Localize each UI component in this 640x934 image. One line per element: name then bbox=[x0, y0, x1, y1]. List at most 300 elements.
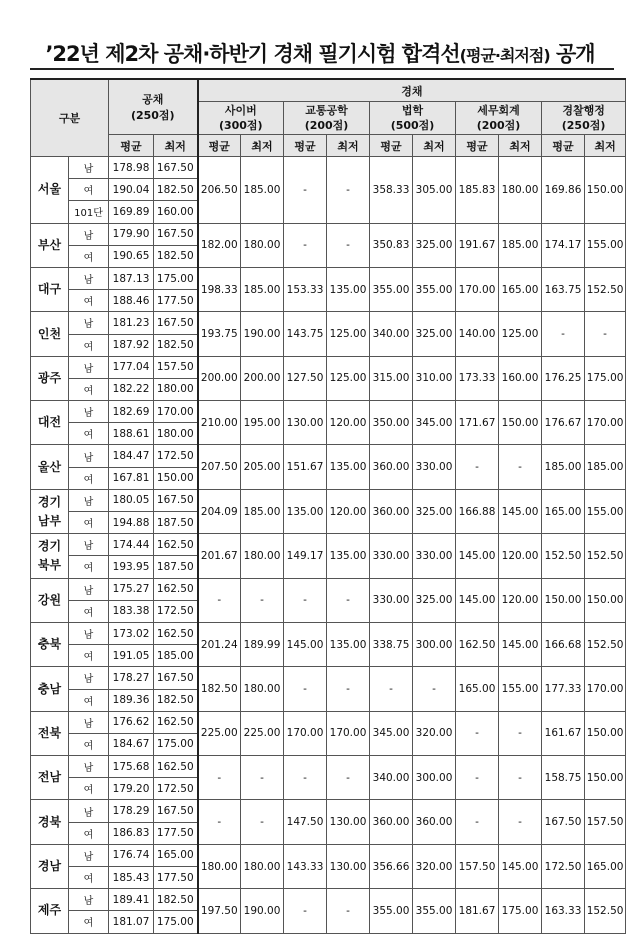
gongchae-avg-cell: 189.36 bbox=[109, 689, 154, 711]
title-underline bbox=[30, 68, 614, 70]
gyeongchae-min-cell: 320.00 bbox=[413, 711, 456, 755]
header-field-name: 교통공학 bbox=[305, 104, 348, 117]
gyeongchae-avg-cell: 198.33 bbox=[198, 267, 241, 311]
gyeongchae-avg-cell: 176.67 bbox=[542, 401, 585, 445]
header-avg: 평균 bbox=[456, 135, 499, 157]
gyeongchae-avg-cell: 157.50 bbox=[456, 844, 499, 888]
gyeongchae-avg-cell: 350.83 bbox=[370, 223, 413, 267]
gyeongchae-min-cell: 180.00 bbox=[241, 223, 284, 267]
gongchae-min-cell: 182.50 bbox=[154, 689, 198, 711]
gongchae-min-cell: 175.00 bbox=[154, 911, 198, 933]
gyeongchae-min-cell: 135.00 bbox=[327, 445, 370, 489]
gyeongchae-min-cell: 150.00 bbox=[585, 756, 626, 800]
gyeongchae-min-cell: 150.00 bbox=[585, 157, 626, 224]
gender-cell: 여 bbox=[69, 423, 109, 445]
gyeongchae-min-cell: 300.00 bbox=[413, 756, 456, 800]
gyeongchae-min-cell: 170.00 bbox=[585, 667, 626, 711]
gyeongchae-min-cell: 325.00 bbox=[413, 312, 456, 356]
gyeongchae-avg-cell: 197.50 bbox=[198, 889, 241, 933]
gongchae-avg-cell: 175.68 bbox=[109, 756, 154, 778]
gyeongchae-avg-cell: - bbox=[456, 711, 499, 755]
region-cell bbox=[31, 312, 69, 356]
gyeongchae-min-cell: 325.00 bbox=[413, 578, 456, 622]
table-row bbox=[31, 667, 626, 689]
region-label: 부산 bbox=[37, 237, 62, 252]
gongchae-min-cell: 180.00 bbox=[154, 378, 198, 400]
gyeongchae-min-cell: 185.00 bbox=[499, 223, 542, 267]
gyeongchae-min-cell: 170.00 bbox=[327, 711, 370, 755]
gyeongchae-min-cell: 165.00 bbox=[585, 844, 626, 888]
gyeongchae-avg-cell: 330.00 bbox=[370, 578, 413, 622]
gyeongchae-avg-cell: 191.67 bbox=[456, 223, 499, 267]
gender-cell: 여 bbox=[69, 512, 109, 534]
gyeongchae-avg-cell: - bbox=[198, 578, 241, 622]
region-cell bbox=[31, 356, 69, 400]
gyeongchae-min-cell: 170.00 bbox=[585, 401, 626, 445]
gyeongchae-min-cell: 180.00 bbox=[241, 844, 284, 888]
gyeongchae-min-cell: 300.00 bbox=[413, 622, 456, 666]
gongchae-avg-cell: 186.83 bbox=[109, 822, 154, 844]
gongchae-avg-cell: 179.90 bbox=[109, 223, 154, 245]
gongchae-min-cell: 170.00 bbox=[154, 401, 198, 423]
gyeongchae-min-cell: - bbox=[241, 756, 284, 800]
gyeongchae-min-cell: 157.50 bbox=[585, 800, 626, 844]
gyeongchae-min-cell: - bbox=[585, 312, 626, 356]
gender-cell: 여 bbox=[69, 911, 109, 933]
gyeongchae-avg-cell: 340.00 bbox=[370, 312, 413, 356]
gyeongchae-min-cell: 155.00 bbox=[585, 223, 626, 267]
gender-cell: 남 bbox=[69, 711, 109, 733]
gender-cell: 여 bbox=[69, 556, 109, 578]
gender-cell: 여 bbox=[69, 290, 109, 312]
gongchae-min-cell: 167.50 bbox=[154, 667, 198, 689]
gyeongchae-avg-cell: - bbox=[284, 578, 327, 622]
region-label: 전남 bbox=[37, 770, 62, 785]
gender-cell: 여 bbox=[69, 334, 109, 356]
gyeongchae-min-cell: 185.00 bbox=[241, 157, 284, 224]
gongchae-avg-cell: 191.05 bbox=[109, 645, 154, 667]
gyeongchae-avg-cell: - bbox=[370, 667, 413, 711]
gyeongchae-avg-cell: - bbox=[198, 756, 241, 800]
header-gongchae-label: 공채 bbox=[142, 93, 164, 106]
gyeongchae-min-cell: 165.00 bbox=[499, 267, 542, 311]
gyeongchae-min-cell: 330.00 bbox=[413, 534, 456, 578]
gyeongchae-avg-cell: 152.50 bbox=[542, 534, 585, 578]
table-row bbox=[31, 267, 626, 289]
gender-cell: 여 bbox=[69, 822, 109, 844]
gyeongchae-avg-cell: 185.00 bbox=[542, 445, 585, 489]
gender-cell: 남 bbox=[69, 756, 109, 778]
gyeongchae-min-cell: - bbox=[241, 800, 284, 844]
gyeongchae-avg-cell: 177.33 bbox=[542, 667, 585, 711]
gyeongchae-min-cell: 130.00 bbox=[327, 800, 370, 844]
gyeongchae-min-cell: - bbox=[327, 889, 370, 933]
table-row bbox=[31, 756, 626, 778]
gyeongchae-avg-cell: 173.33 bbox=[456, 356, 499, 400]
gongchae-min-cell: 162.50 bbox=[154, 534, 198, 556]
gyeongchae-avg-cell: - bbox=[198, 800, 241, 844]
gender-cell: 여 bbox=[69, 733, 109, 755]
gyeongchae-avg-cell: 163.75 bbox=[542, 267, 585, 311]
gongchae-avg-cell: 182.69 bbox=[109, 401, 154, 423]
gyeongchae-min-cell: 180.00 bbox=[241, 667, 284, 711]
gyeongchae-min-cell: 205.00 bbox=[241, 445, 284, 489]
gyeongchae-min-cell: 135.00 bbox=[327, 622, 370, 666]
region-label: 울산 bbox=[37, 459, 62, 474]
gyeongchae-min-cell: 120.00 bbox=[499, 578, 542, 622]
title-tail: 공개 bbox=[549, 42, 595, 66]
gongchae-avg-cell: 188.46 bbox=[109, 290, 154, 312]
region-cell bbox=[31, 223, 69, 267]
gongchae-min-cell: 160.00 bbox=[154, 201, 198, 223]
table-header bbox=[31, 79, 626, 157]
gender-cell: 남 bbox=[69, 401, 109, 423]
gyeongchae-avg-cell: 315.00 bbox=[370, 356, 413, 400]
region-label: 대구 bbox=[37, 282, 62, 297]
gongchae-min-cell: 162.50 bbox=[154, 711, 198, 733]
table-row bbox=[31, 800, 626, 822]
region-cell bbox=[31, 267, 69, 311]
table-row bbox=[31, 844, 626, 866]
gyeongchae-avg-cell: 174.17 bbox=[542, 223, 585, 267]
gyeongchae-avg-cell: 350.00 bbox=[370, 401, 413, 445]
region-cell bbox=[31, 800, 69, 844]
gongchae-avg-cell: 176.74 bbox=[109, 844, 154, 866]
gyeongchae-min-cell: 150.00 bbox=[585, 578, 626, 622]
gyeongchae-min-cell: 150.00 bbox=[499, 401, 542, 445]
gyeongchae-min-cell: 155.00 bbox=[499, 667, 542, 711]
gyeongchae-min-cell: 150.00 bbox=[585, 711, 626, 755]
gyeongchae-min-cell: 320.00 bbox=[413, 844, 456, 888]
gender-cell: 남 bbox=[69, 844, 109, 866]
gyeongchae-min-cell: - bbox=[499, 756, 542, 800]
gender-cell: 남 bbox=[69, 267, 109, 289]
gyeongchae-min-cell: 360.00 bbox=[413, 800, 456, 844]
gyeongchae-avg-cell: 340.00 bbox=[370, 756, 413, 800]
gongchae-avg-cell: 188.61 bbox=[109, 423, 154, 445]
gyeongchae-avg-cell: - bbox=[284, 667, 327, 711]
header-field bbox=[370, 102, 456, 135]
gyeongchae-avg-cell: 360.00 bbox=[370, 445, 413, 489]
table-row bbox=[31, 622, 626, 644]
gender-cell: 남 bbox=[69, 800, 109, 822]
region-label: 서울 bbox=[37, 182, 62, 197]
gyeongchae-avg-cell: 143.75 bbox=[284, 312, 327, 356]
region-label: 인천 bbox=[37, 326, 62, 341]
cutoff-table bbox=[30, 78, 626, 934]
region-label: 대전 bbox=[37, 415, 62, 430]
gongchae-avg-cell: 169.89 bbox=[109, 201, 154, 223]
region-cell bbox=[31, 667, 69, 711]
gongchae-avg-cell: 193.95 bbox=[109, 556, 154, 578]
gyeongchae-min-cell: - bbox=[327, 157, 370, 224]
gyeongchae-min-cell: 185.00 bbox=[241, 267, 284, 311]
gongchae-min-cell: 167.50 bbox=[154, 312, 198, 334]
gyeongchae-avg-cell: 210.00 bbox=[198, 401, 241, 445]
gender-cell: 남 bbox=[69, 223, 109, 245]
gongchae-avg-cell: 180.05 bbox=[109, 489, 154, 511]
gongchae-min-cell: 182.50 bbox=[154, 334, 198, 356]
gyeongchae-avg-cell: 147.50 bbox=[284, 800, 327, 844]
header-field bbox=[198, 102, 284, 135]
gongchae-avg-cell: 179.20 bbox=[109, 778, 154, 800]
gyeongchae-avg-cell: 149.17 bbox=[284, 534, 327, 578]
gyeongchae-min-cell: 180.00 bbox=[241, 534, 284, 578]
gongchae-avg-cell: 181.07 bbox=[109, 911, 154, 933]
gender-cell: 남 bbox=[69, 622, 109, 644]
gender-cell: 여 bbox=[69, 378, 109, 400]
gender-cell: 여 bbox=[69, 600, 109, 622]
gongchae-avg-cell: 190.65 bbox=[109, 245, 154, 267]
gyeongchae-avg-cell: 158.75 bbox=[542, 756, 585, 800]
header-gongchae-score: (250점) bbox=[130, 109, 175, 122]
gyeongchae-avg-cell: 201.67 bbox=[198, 534, 241, 578]
gender-cell: 여 bbox=[69, 689, 109, 711]
gongchae-min-cell: 172.50 bbox=[154, 778, 198, 800]
header-min: 최저 bbox=[413, 135, 456, 157]
gyeongchae-avg-cell: 185.83 bbox=[456, 157, 499, 224]
gyeongchae-min-cell: 145.00 bbox=[499, 622, 542, 666]
gyeongchae-avg-cell: 360.00 bbox=[370, 489, 413, 533]
header-avg: 평균 bbox=[198, 135, 241, 157]
gongchae-min-cell: 150.00 bbox=[154, 467, 198, 489]
gyeongchae-avg-cell: 127.50 bbox=[284, 356, 327, 400]
gyeongchae-avg-cell: 166.68 bbox=[542, 622, 585, 666]
gyeongchae-min-cell: 190.00 bbox=[241, 312, 284, 356]
table-row bbox=[31, 223, 626, 245]
gongchae-avg-cell: 184.47 bbox=[109, 445, 154, 467]
gyeongchae-avg-cell: 165.00 bbox=[542, 489, 585, 533]
gender-cell: 여 bbox=[69, 467, 109, 489]
region-cell bbox=[31, 622, 69, 666]
gyeongchae-min-cell: 355.00 bbox=[413, 267, 456, 311]
gongchae-avg-cell: 175.27 bbox=[109, 578, 154, 600]
gyeongchae-avg-cell: - bbox=[456, 756, 499, 800]
gongchae-min-cell: 182.50 bbox=[154, 889, 198, 911]
table-row bbox=[31, 401, 626, 423]
gyeongchae-min-cell: 120.00 bbox=[327, 489, 370, 533]
gyeongchae-min-cell: - bbox=[327, 578, 370, 622]
gongchae-min-cell: 172.50 bbox=[154, 445, 198, 467]
table-body bbox=[31, 157, 626, 934]
gender-cell: 남 bbox=[69, 489, 109, 511]
gongchae-min-cell: 172.50 bbox=[154, 600, 198, 622]
gyeongchae-avg-cell: 170.00 bbox=[284, 711, 327, 755]
gyeongchae-avg-cell: - bbox=[284, 223, 327, 267]
gyeongchae-min-cell: - bbox=[499, 711, 542, 755]
gyeongchae-avg-cell: 176.25 bbox=[542, 356, 585, 400]
header-avg: 평균 bbox=[109, 135, 154, 157]
gyeongchae-avg-cell: 145.00 bbox=[456, 534, 499, 578]
gyeongchae-avg-cell: 145.00 bbox=[456, 578, 499, 622]
header-avgmin-row bbox=[31, 135, 626, 157]
gyeongchae-min-cell: 185.00 bbox=[241, 489, 284, 533]
table-row bbox=[31, 711, 626, 733]
gyeongchae-avg-cell: 167.50 bbox=[542, 800, 585, 844]
gyeongchae-avg-cell: 356.66 bbox=[370, 844, 413, 888]
region-label: 경북 bbox=[37, 814, 62, 829]
gyeongchae-avg-cell: 135.00 bbox=[284, 489, 327, 533]
header-min: 최저 bbox=[154, 135, 198, 157]
gyeongchae-min-cell: 190.00 bbox=[241, 889, 284, 933]
table-row bbox=[31, 445, 626, 467]
header-field bbox=[284, 102, 370, 135]
region-label: 제주 bbox=[37, 903, 62, 918]
header-avg: 평균 bbox=[370, 135, 413, 157]
region-label: 전북 bbox=[37, 725, 62, 740]
header-field-score: (200점) bbox=[476, 119, 521, 132]
gyeongchae-min-cell: 305.00 bbox=[413, 157, 456, 224]
table-row bbox=[31, 489, 626, 511]
gongchae-min-cell: 177.50 bbox=[154, 822, 198, 844]
gongchae-avg-cell: 189.41 bbox=[109, 889, 154, 911]
gongchae-avg-cell: 167.81 bbox=[109, 467, 154, 489]
gongchae-avg-cell: 178.98 bbox=[109, 157, 154, 179]
gyeongchae-avg-cell: 181.67 bbox=[456, 889, 499, 933]
region-label: 충남 bbox=[37, 681, 62, 696]
header-field-score: (500점) bbox=[390, 119, 435, 132]
table-row bbox=[31, 534, 626, 556]
gongchae-min-cell: 167.50 bbox=[154, 800, 198, 822]
gyeongchae-min-cell: 152.50 bbox=[585, 622, 626, 666]
gyeongchae-avg-cell: - bbox=[456, 445, 499, 489]
gyeongchae-min-cell: - bbox=[327, 223, 370, 267]
gongchae-min-cell: 187.50 bbox=[154, 556, 198, 578]
header-field-score: (250점) bbox=[561, 119, 606, 132]
gyeongchae-avg-cell: 170.00 bbox=[456, 267, 499, 311]
gender-cell: 남 bbox=[69, 312, 109, 334]
title-main: ’22년 제2차 공채·하반기 경채 필기시험 합격선 bbox=[45, 42, 460, 66]
table-row bbox=[31, 312, 626, 334]
region-cell bbox=[31, 401, 69, 445]
gongchae-min-cell: 182.50 bbox=[154, 245, 198, 267]
gyeongchae-avg-cell: 172.50 bbox=[542, 844, 585, 888]
gyeongchae-min-cell: 180.00 bbox=[499, 157, 542, 224]
table-row bbox=[31, 889, 626, 911]
header-field bbox=[456, 102, 542, 135]
gongchae-min-cell: 162.50 bbox=[154, 622, 198, 644]
gongchae-min-cell: 167.50 bbox=[154, 223, 198, 245]
gongchae-avg-cell: 174.44 bbox=[109, 534, 154, 556]
header-min: 최저 bbox=[585, 135, 626, 157]
gender-cell: 남 bbox=[69, 667, 109, 689]
gender-cell: 여 bbox=[69, 645, 109, 667]
gender-cell: 남 bbox=[69, 578, 109, 600]
gyeongchae-avg-cell: 151.67 bbox=[284, 445, 327, 489]
region-label: 경기 북부 bbox=[37, 538, 62, 572]
gongchae-min-cell: 177.50 bbox=[154, 290, 198, 312]
gongchae-min-cell: 167.50 bbox=[154, 157, 198, 179]
header-field-score: (300점) bbox=[218, 119, 263, 132]
region-cell bbox=[31, 578, 69, 622]
region-cell bbox=[31, 445, 69, 489]
region-cell bbox=[31, 889, 69, 933]
gyeongchae-avg-cell: 193.75 bbox=[198, 312, 241, 356]
gyeongchae-avg-cell: 161.67 bbox=[542, 711, 585, 755]
gongchae-min-cell: 187.50 bbox=[154, 512, 198, 534]
gyeongchae-avg-cell: - bbox=[542, 312, 585, 356]
gyeongchae-avg-cell: 200.00 bbox=[198, 356, 241, 400]
gyeongchae-min-cell: 175.00 bbox=[499, 889, 542, 933]
gyeongchae-avg-cell: 166.88 bbox=[456, 489, 499, 533]
gender-cell: 여 bbox=[69, 179, 109, 201]
header-gyeongchae: 경채 bbox=[198, 79, 626, 102]
gyeongchae-min-cell: 189.99 bbox=[241, 622, 284, 666]
gongchae-min-cell: 175.00 bbox=[154, 733, 198, 755]
gyeongchae-min-cell: 330.00 bbox=[413, 445, 456, 489]
gender-cell: 여 bbox=[69, 867, 109, 889]
gyeongchae-min-cell: 200.00 bbox=[241, 356, 284, 400]
gongchae-avg-cell: 184.67 bbox=[109, 733, 154, 755]
gyeongchae-avg-cell: 171.67 bbox=[456, 401, 499, 445]
header-min: 최저 bbox=[327, 135, 370, 157]
gyeongchae-avg-cell: - bbox=[456, 800, 499, 844]
title-sub: (평균·최저점) bbox=[459, 46, 550, 65]
gyeongchae-min-cell: 310.00 bbox=[413, 356, 456, 400]
gyeongchae-min-cell: 152.50 bbox=[585, 267, 626, 311]
gyeongchae-min-cell: 145.00 bbox=[499, 844, 542, 888]
gyeongchae-avg-cell: 150.00 bbox=[542, 578, 585, 622]
gongchae-min-cell: 185.00 bbox=[154, 645, 198, 667]
region-cell bbox=[31, 489, 69, 533]
gender-cell: 남 bbox=[69, 157, 109, 179]
gyeongchae-avg-cell: 162.50 bbox=[456, 622, 499, 666]
gongchae-avg-cell: 187.13 bbox=[109, 267, 154, 289]
gender-cell: 101단 bbox=[69, 201, 109, 223]
gyeongchae-min-cell: - bbox=[499, 800, 542, 844]
gyeongchae-min-cell: 125.00 bbox=[327, 312, 370, 356]
gyeongchae-min-cell: 160.00 bbox=[499, 356, 542, 400]
table-row bbox=[31, 578, 626, 600]
gongchae-avg-cell: 176.62 bbox=[109, 711, 154, 733]
gyeongchae-min-cell: - bbox=[327, 756, 370, 800]
header-field-score: (200점) bbox=[304, 119, 349, 132]
gongchae-avg-cell: 187.92 bbox=[109, 334, 154, 356]
header-field-name: 사이버 bbox=[224, 104, 257, 117]
gyeongchae-avg-cell: 355.00 bbox=[370, 267, 413, 311]
gongchae-avg-cell: 182.22 bbox=[109, 378, 154, 400]
gender-cell: 남 bbox=[69, 445, 109, 467]
gyeongchae-avg-cell: 204.09 bbox=[198, 489, 241, 533]
gyeongchae-min-cell: - bbox=[499, 445, 542, 489]
gyeongchae-min-cell: 175.00 bbox=[585, 356, 626, 400]
header-min: 최저 bbox=[499, 135, 542, 157]
gyeongchae-min-cell: 135.00 bbox=[327, 534, 370, 578]
region-cell bbox=[31, 534, 69, 578]
gyeongchae-avg-cell: 360.00 bbox=[370, 800, 413, 844]
header-min: 최저 bbox=[241, 135, 284, 157]
region-label: 강원 bbox=[37, 592, 62, 607]
gyeongchae-min-cell: 225.00 bbox=[241, 711, 284, 755]
gyeongchae-min-cell: 120.00 bbox=[327, 401, 370, 445]
gyeongchae-avg-cell: 330.00 bbox=[370, 534, 413, 578]
gongchae-avg-cell: 190.04 bbox=[109, 179, 154, 201]
gyeongchae-min-cell: 130.00 bbox=[327, 844, 370, 888]
gender-cell: 여 bbox=[69, 245, 109, 267]
table-row bbox=[31, 356, 626, 378]
gyeongchae-avg-cell: 153.33 bbox=[284, 267, 327, 311]
gongchae-min-cell: 182.50 bbox=[154, 179, 198, 201]
gongchae-min-cell: 167.50 bbox=[154, 489, 198, 511]
gyeongchae-min-cell: - bbox=[241, 578, 284, 622]
gyeongchae-min-cell: - bbox=[413, 667, 456, 711]
gongchae-avg-cell: 183.38 bbox=[109, 600, 154, 622]
header-field-name: 세무회계 bbox=[477, 104, 520, 117]
gyeongchae-min-cell: 120.00 bbox=[499, 534, 542, 578]
gyeongchae-min-cell: 185.00 bbox=[585, 445, 626, 489]
gyeongchae-avg-cell: 225.00 bbox=[198, 711, 241, 755]
gyeongchae-avg-cell: 201.24 bbox=[198, 622, 241, 666]
